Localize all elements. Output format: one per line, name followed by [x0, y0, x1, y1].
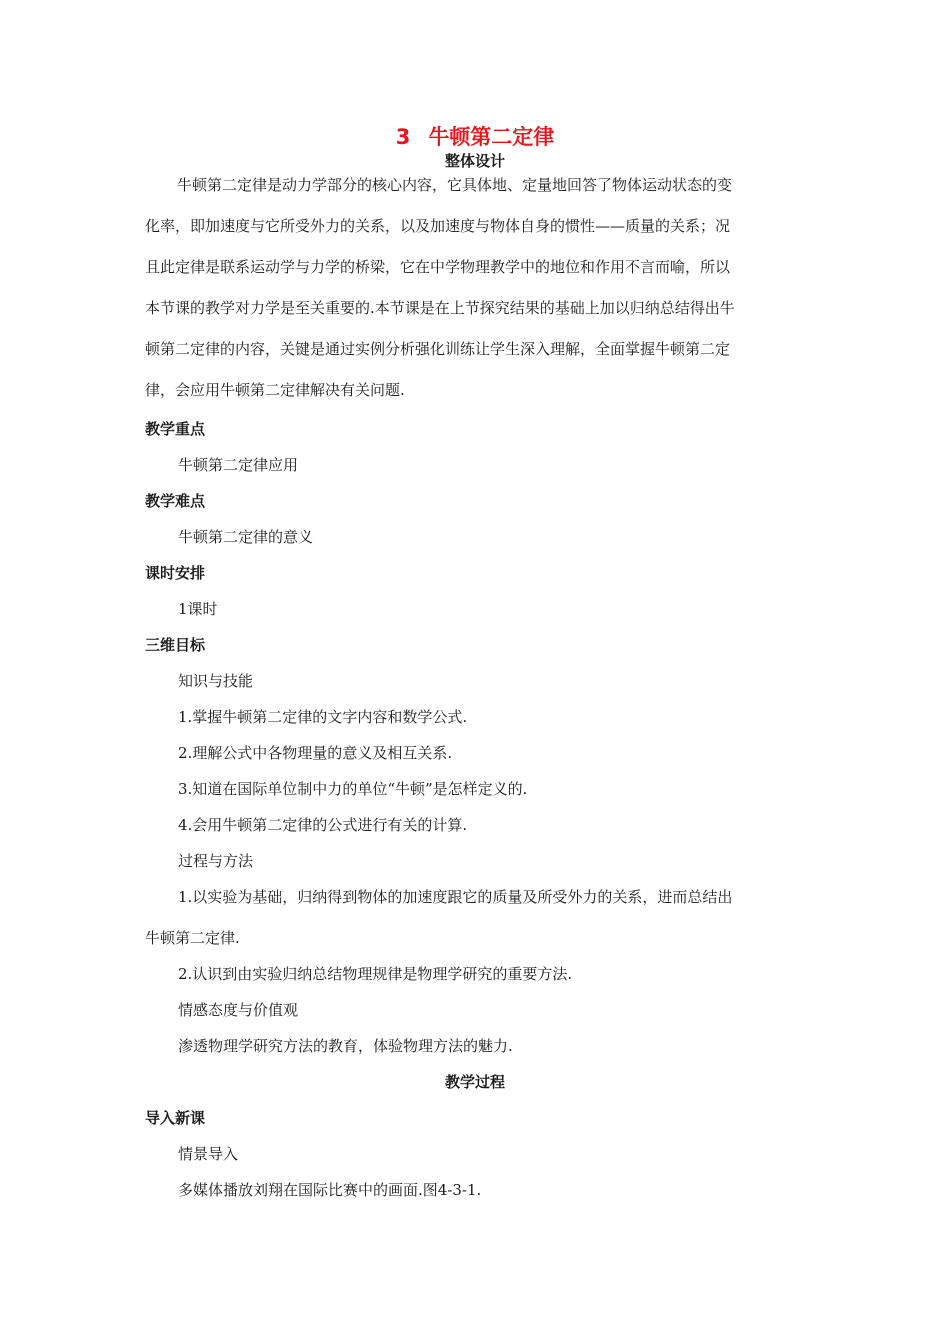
key-point-text: 牛顿第二定律应用: [178, 456, 299, 474]
process-heading: 教学过程: [444, 1073, 505, 1091]
schedule-heading: 课时安排: [145, 564, 206, 582]
knowledge-item-3: 3.知道在国际单位制中力的单位“牛顿”是怎样定义的.: [178, 780, 528, 798]
intro-line-5: 顿第二定律的内容，关键是通过实例分析强化训练让学生深入理解，全面掌握牛顿第二定: [145, 340, 731, 358]
design-heading: 整体设计: [444, 152, 505, 170]
knowledge-label: 知识与技能: [178, 672, 254, 690]
knowledge-item-2: 2.理解公式中各物理量的意义及相互关系.: [178, 744, 453, 762]
emotion-label: 情感态度与价值观: [178, 1001, 299, 1019]
knowledge-item-1: 1.掌握牛顿第二定律的文字内容和数学公式.: [178, 708, 468, 726]
knowledge-item-4: 4.会用牛顿第二定律的公式进行有关的计算.: [178, 816, 468, 834]
intro-paragraph: [145, 165, 807, 411]
objectives-heading: 三维目标: [145, 636, 206, 654]
intro-line-3: 且此定律是联系运动学与力学的桥梁，它在中学物理教学中的地位和作用不言而喻，所以: [145, 258, 731, 276]
schedule-text: 1课时: [178, 600, 218, 618]
process-label: 过程与方法: [178, 852, 254, 870]
intro-line-4: 本节课的教学对力学是至关重要的.本节课是在上节探究结果的基础上加以归纳总结得出牛: [145, 299, 735, 317]
emotion-text: 渗透物理学研究方法的教育，体验物理方法的魅力.: [178, 1037, 513, 1055]
intro-lesson-heading: 导入新课: [145, 1109, 206, 1127]
lesson-title: [0, 122, 950, 152]
scene-text: 多媒体播放刘翔在国际比赛中的画面.图4-3-1.: [178, 1181, 482, 1199]
scene-label: 情景导入: [178, 1145, 239, 1163]
lesson-number: 3: [395, 125, 411, 149]
process-item-1-line-2: 牛顿第二定律.: [145, 929, 240, 947]
intro-line-2: 化率，即加速度与它所受外力的关系，以及加速度与物体自身的惯性——质量的关系；况: [145, 217, 731, 235]
intro-line-1: 牛顿第二定律是动力学部分的核心内容，它具体地、定量地回答了物体运动状态的变: [177, 176, 733, 194]
lesson-title-text: 牛顿第二定律: [428, 125, 555, 149]
intro-line-6: 律，会应用牛顿第二定律解决有关问题.: [145, 381, 405, 399]
process-item-2: 2.认识到由实验归纳总结物理规律是物理学研究的重要方法.: [178, 965, 573, 983]
key-point-heading: 教学重点: [145, 420, 206, 438]
process-item-1-line-1: 1.以实验为基础，归纳得到物体的加速度跟它的质量及所受外力的关系，进而总结出: [178, 888, 733, 906]
difficulty-text: 牛顿第二定律的意义: [178, 528, 314, 546]
difficulty-heading: 教学难点: [145, 492, 206, 510]
